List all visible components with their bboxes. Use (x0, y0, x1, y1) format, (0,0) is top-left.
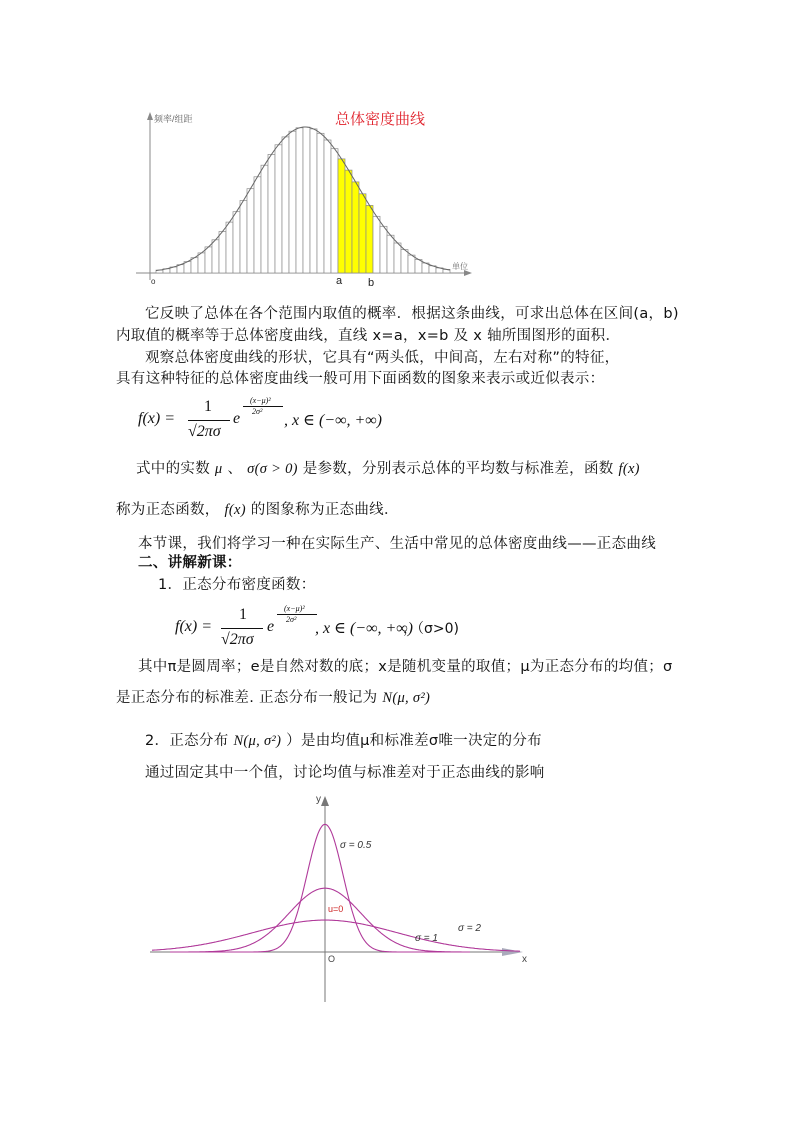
formula-domain: , x ∈ (−∞, +∞) (284, 412, 383, 429)
histogram-bar (268, 154, 275, 273)
histogram-bar (373, 216, 380, 273)
item2-notation: N(μ, σ²) (233, 733, 282, 749)
item2-post: ）是由均值μ和标准差σ唯一决定的分布 (286, 733, 542, 749)
normal-x-label: x (522, 954, 527, 965)
para3-pre: 式中的实数 (136, 461, 210, 477)
histogram-title: 总体密度曲线 (334, 111, 426, 128)
sigma-positive-condition: ，（σ>0) (403, 621, 459, 637)
mark-a: a (336, 275, 343, 287)
formula-denominator: √2πσ (188, 423, 221, 440)
para3-line2-pre: 称为正态函数， (116, 502, 220, 518)
mu-symbol: μ (214, 461, 223, 477)
exponent-numerator: (x−μ)² (250, 396, 271, 405)
para5-line2 (116, 688, 430, 708)
histogram-bar (296, 128, 303, 273)
histogram-bar (198, 253, 205, 273)
histogram-bar (415, 260, 422, 274)
item2-pre: 2．正态分布 (145, 733, 229, 749)
histogram-bar (387, 235, 394, 273)
formula2-lhs: f(x) = (175, 618, 212, 635)
y-axis-arrow (147, 112, 153, 120)
histogram-bar (191, 258, 198, 273)
formula-base-e: e (233, 410, 241, 427)
fraction-bar (188, 420, 230, 421)
normal-density-formula (175, 606, 495, 656)
histogram-bar (331, 149, 338, 273)
normal-y-label: y (316, 794, 321, 805)
histogram-bar (247, 189, 254, 273)
mu-label: u=0 (328, 904, 344, 914)
histogram-bar (401, 250, 408, 273)
histogram-bar (317, 133, 324, 273)
histogram-bar (254, 177, 261, 273)
formula2-domain: , x ∈ (−∞, +∞) (315, 620, 414, 637)
histogram-bar (275, 145, 282, 273)
mark-b: b (368, 277, 375, 289)
sigma-condition: σ(σ > 0) (247, 461, 298, 477)
exponent2-bar (277, 614, 317, 615)
x-axis-label: 单位 (452, 262, 468, 271)
exponent2-denominator: 2σ² (286, 615, 297, 624)
label-sigma-0.5: σ = 0.5 (340, 840, 372, 851)
normal-curves-figure (140, 788, 540, 1008)
histogram-bar (380, 226, 387, 273)
label-sigma-2: σ = 2 (458, 923, 481, 934)
para3-sep: 、 (227, 461, 243, 477)
density-formula (138, 398, 398, 448)
histogram-bar (219, 232, 226, 274)
histogram-bar (359, 194, 366, 273)
normal-notation: N(μ, σ²) (382, 690, 431, 706)
normal-origin: O (328, 954, 336, 964)
para5-line1: 其中π是圆周率；e是自然对数的底；x是随机变量的取值；μ为正态分布的均值；σ (138, 659, 673, 675)
histogram-bar (345, 170, 352, 273)
para3-mid: 是参数，分别表示总体的平均数与标准差，函数 (302, 461, 614, 477)
formula-lhs: f(x) = (138, 410, 175, 427)
y-axis-label: 频率/组距 (154, 114, 193, 124)
formula2-base-e: e (267, 618, 275, 635)
density-histogram-figure (130, 100, 480, 292)
histogram-bar (352, 182, 359, 273)
formula2-denominator: √2πσ (221, 631, 254, 648)
para6: 通过固定其中一个值，讨论均值与标准差对于正态曲线的影响 (145, 765, 545, 781)
item2-heading (145, 731, 542, 751)
origin-label: o (151, 277, 156, 286)
histogram-bar (282, 137, 289, 273)
para4: 本节课，我们将学习一种在实际生产、生活中常见的总体密度曲线——正态曲线 (138, 536, 656, 552)
histogram-bar (261, 165, 268, 273)
histogram-bar (310, 129, 317, 273)
para3-line2 (116, 500, 399, 520)
fraction-bar-2 (221, 628, 263, 629)
para5-line2-pre: 是正态分布的标准差. 正态分布一般记为 (116, 690, 378, 706)
para1-line1: 它反映了总体在各个范围内取值的概率．根据这条曲线，可求出总体在区间(a，b) (145, 306, 679, 322)
para3-line1 (136, 459, 640, 479)
item1-heading: 1．正态分布密度函数： (158, 577, 316, 593)
section-heading: 二、讲解新课： (138, 555, 242, 571)
label-sigma-1: σ = 1 (415, 933, 438, 944)
histogram-bar (366, 205, 373, 273)
histogram-bar (240, 201, 247, 274)
exponent-bar (243, 406, 283, 407)
histogram-bar (303, 127, 310, 273)
formula2-numerator: 1 (239, 606, 247, 623)
exponent2-numerator: (x−μ)² (284, 604, 305, 613)
para2-line2: 具有这种特征的总体密度曲线一般可用下面函数的图象来表示或近似表示： (116, 371, 605, 387)
histogram-bar (212, 240, 219, 273)
fx-symbol-2: f(x) (224, 502, 246, 518)
fx-symbol: f(x) (618, 461, 640, 477)
histogram-bar (226, 222, 233, 273)
para1-line2: 内取值的概率等于总体密度曲线，直线 x=a，x=b 及 x 轴所围图形的面积． (116, 328, 621, 344)
para2-line1: 观察总体密度曲线的形状，它具有“两头低，中间高，左右对称”的特征， (145, 350, 620, 366)
normal-x-arrow (502, 948, 523, 956)
histogram-bar (205, 247, 212, 273)
histogram-bar (408, 255, 415, 273)
histogram-bar (324, 140, 331, 273)
histogram-bar (338, 159, 345, 273)
histogram-bar (394, 243, 401, 273)
histogram-bar (289, 131, 296, 273)
formula-numerator: 1 (204, 398, 212, 415)
exponent-denominator: 2σ² (252, 407, 263, 416)
normal-y-arrow (321, 796, 329, 806)
histogram-bar (233, 212, 240, 273)
para3-line2-post: 的图象称为正态曲线． (250, 502, 399, 518)
